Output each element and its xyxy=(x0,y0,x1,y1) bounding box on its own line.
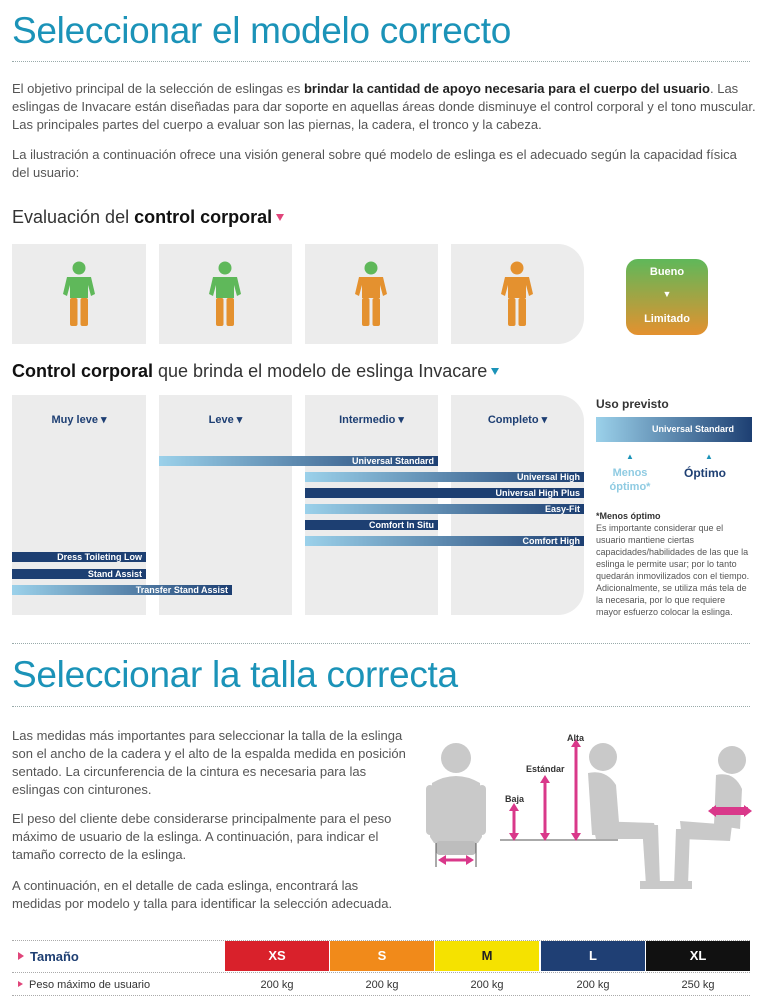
sling-bar-dress-toileting-low: Dress Toileting Low xyxy=(12,552,146,562)
body-figure-icon xyxy=(495,260,539,328)
intro-text-bold: brindar la cantidad de apoyo necesaria para el cuerpo del usuario xyxy=(303,81,710,96)
column-header: Leve ▾ xyxy=(208,414,243,426)
measurement-illustration xyxy=(420,725,760,900)
label-alta: Alta xyxy=(567,733,585,743)
back-height-arrows-icon xyxy=(509,739,581,841)
sling-bar-transfer-stand-assist: Transfer Stand Assist xyxy=(12,585,232,595)
legend-good: Bueno xyxy=(649,266,685,278)
max-weight-cell: 200 kg xyxy=(260,979,294,991)
talla-paragraph-3: A continuación, en el detalle de cada eslinga, encontrará las medidas por modelo y talla para identificar la selección adecuada. xyxy=(12,878,393,911)
column-muy-leve xyxy=(12,395,146,615)
column-header: Muy leve ▾ xyxy=(51,414,107,426)
legend-limited: Limitado xyxy=(644,313,690,325)
sling-bar-universal-standard: Universal Standard xyxy=(159,456,438,466)
section-title-modelo: Seleccionar el modelo correcto xyxy=(12,10,511,51)
control-title-a: Control corporal xyxy=(12,361,154,381)
size-row-label-text: Tamaño xyxy=(30,949,79,964)
sling-bar-universal-high: Universal High xyxy=(305,472,584,482)
table-bottom-rule xyxy=(12,995,750,996)
evaluation-title-b: control corporal xyxy=(134,207,273,227)
intro-text-a: El objetivo principal de la selección de eslingas es xyxy=(12,81,304,96)
size-cell-xs: XS xyxy=(225,941,329,971)
weight-row-label-text: Peso máximo de usuario xyxy=(29,979,151,991)
control-title-b: que brinda el modelo de eslinga Invacare xyxy=(153,361,488,381)
talla-paragraph-2: El peso del cliente debe considerarse principalmente para el peso máximo de usuario de la eslinga. A continuación, para indicar el tamaño correcto de la eslinga. xyxy=(12,811,392,862)
control-legend xyxy=(626,259,708,335)
body-figure-icon xyxy=(57,260,101,328)
size-cell-l: L xyxy=(541,941,645,971)
pink-triangle-icon xyxy=(18,981,23,987)
max-weight-cell: 200 kg xyxy=(365,979,399,991)
body-figure-icon xyxy=(349,260,393,328)
uso-previsto-title: Uso previsto xyxy=(596,397,669,411)
evaluation-title xyxy=(12,207,284,228)
label-baja: Baja xyxy=(505,794,525,804)
column-header: Intermedio ▾ xyxy=(339,414,404,426)
column-leve xyxy=(159,395,292,615)
evaluation-title-a: Evaluación del xyxy=(12,207,135,227)
uso-previsto-bar: Universal Standard xyxy=(596,417,752,442)
illustration-paragraph: La ilustración a continuación ofrece una visión general sobre qué modelo de eslinga es el adecuado según la capacidad física del usuario: xyxy=(12,147,737,180)
panel-separator xyxy=(146,244,159,344)
legend-arrow-icon: ▼ xyxy=(662,289,672,299)
divider xyxy=(12,643,750,644)
hip-width-arrow-icon xyxy=(438,855,474,865)
max-weight-cell: 250 kg xyxy=(681,979,715,991)
table-mid-rule xyxy=(12,972,750,973)
menos-optimo-label: Menos óptimo* xyxy=(609,467,651,493)
divider xyxy=(12,706,750,707)
talla-paragraph-1: Las medidas más importantes para seleccionar la talla de la eslinga son el ancho de la cadera y el alto de la espalda medida en posición sentado. La circunferencia de la cintura es necesaria para las eslingas con cinturones. xyxy=(12,728,406,797)
intro-paragraph xyxy=(12,80,760,134)
size-cell-xl: XL xyxy=(646,941,750,971)
size-cell-m: M xyxy=(435,941,539,971)
intro-text-c: . Las eslingas de Invacare están diseñadas para dar soporte en aquellas áreas donde disminuye el control corporal y el tono muscular. Las principales partes del cuerpo a evaluar son las piernas, la cadera, el tronco y la cabeza. xyxy=(12,81,756,132)
arrow-up-icon: ▲ xyxy=(626,452,634,461)
max-weight-cell: 200 kg xyxy=(470,979,504,991)
note-title: *Menos óptimo xyxy=(596,511,661,521)
max-weight-cell: 200 kg xyxy=(576,979,610,991)
column-header: Completo ▾ xyxy=(487,414,548,426)
size-row-label xyxy=(18,949,79,964)
control-title xyxy=(12,361,499,382)
sling-bar-comfort-high: Comfort High xyxy=(305,536,584,546)
sling-bar-easy-fit: Easy-Fit xyxy=(305,504,584,514)
body-figure-icon xyxy=(203,260,247,328)
divider xyxy=(12,61,750,62)
arrow-up-icon: ▲ xyxy=(705,452,713,461)
triangle-down-icon xyxy=(276,214,284,221)
person-back-view-icon xyxy=(426,743,486,855)
person-waist-view-icon xyxy=(666,746,746,889)
size-cell-s: S xyxy=(330,941,434,971)
sling-bar-comfort-in-situ: Comfort In Situ xyxy=(305,520,438,530)
note-body: Es importante considerar que el usuario mantiene ciertas capacidades/habilidades de las que la eslinga le permite usar; por lo tanto quedarán inmovilizados con el tiempo. Adicionalmente, se utiliza más tela de la necesaria, por lo que requiere mayor esfuerzo colocar la eslinga. xyxy=(596,523,750,617)
sling-bar-universal-high-plus: Universal High Plus xyxy=(305,488,584,498)
triangle-down-icon xyxy=(491,368,499,375)
sling-bar-stand-assist: Stand Assist xyxy=(12,569,146,579)
person-side-view-icon xyxy=(588,743,666,889)
pink-triangle-icon xyxy=(18,952,24,960)
panel-separator xyxy=(292,244,305,344)
weight-row-label xyxy=(18,979,150,991)
section-title-talla: Seleccionar la talla correcta xyxy=(12,654,458,695)
optimo-label: Óptimo xyxy=(684,466,726,480)
panel-separator xyxy=(438,244,451,344)
label-estandar: Estándar xyxy=(526,764,565,774)
